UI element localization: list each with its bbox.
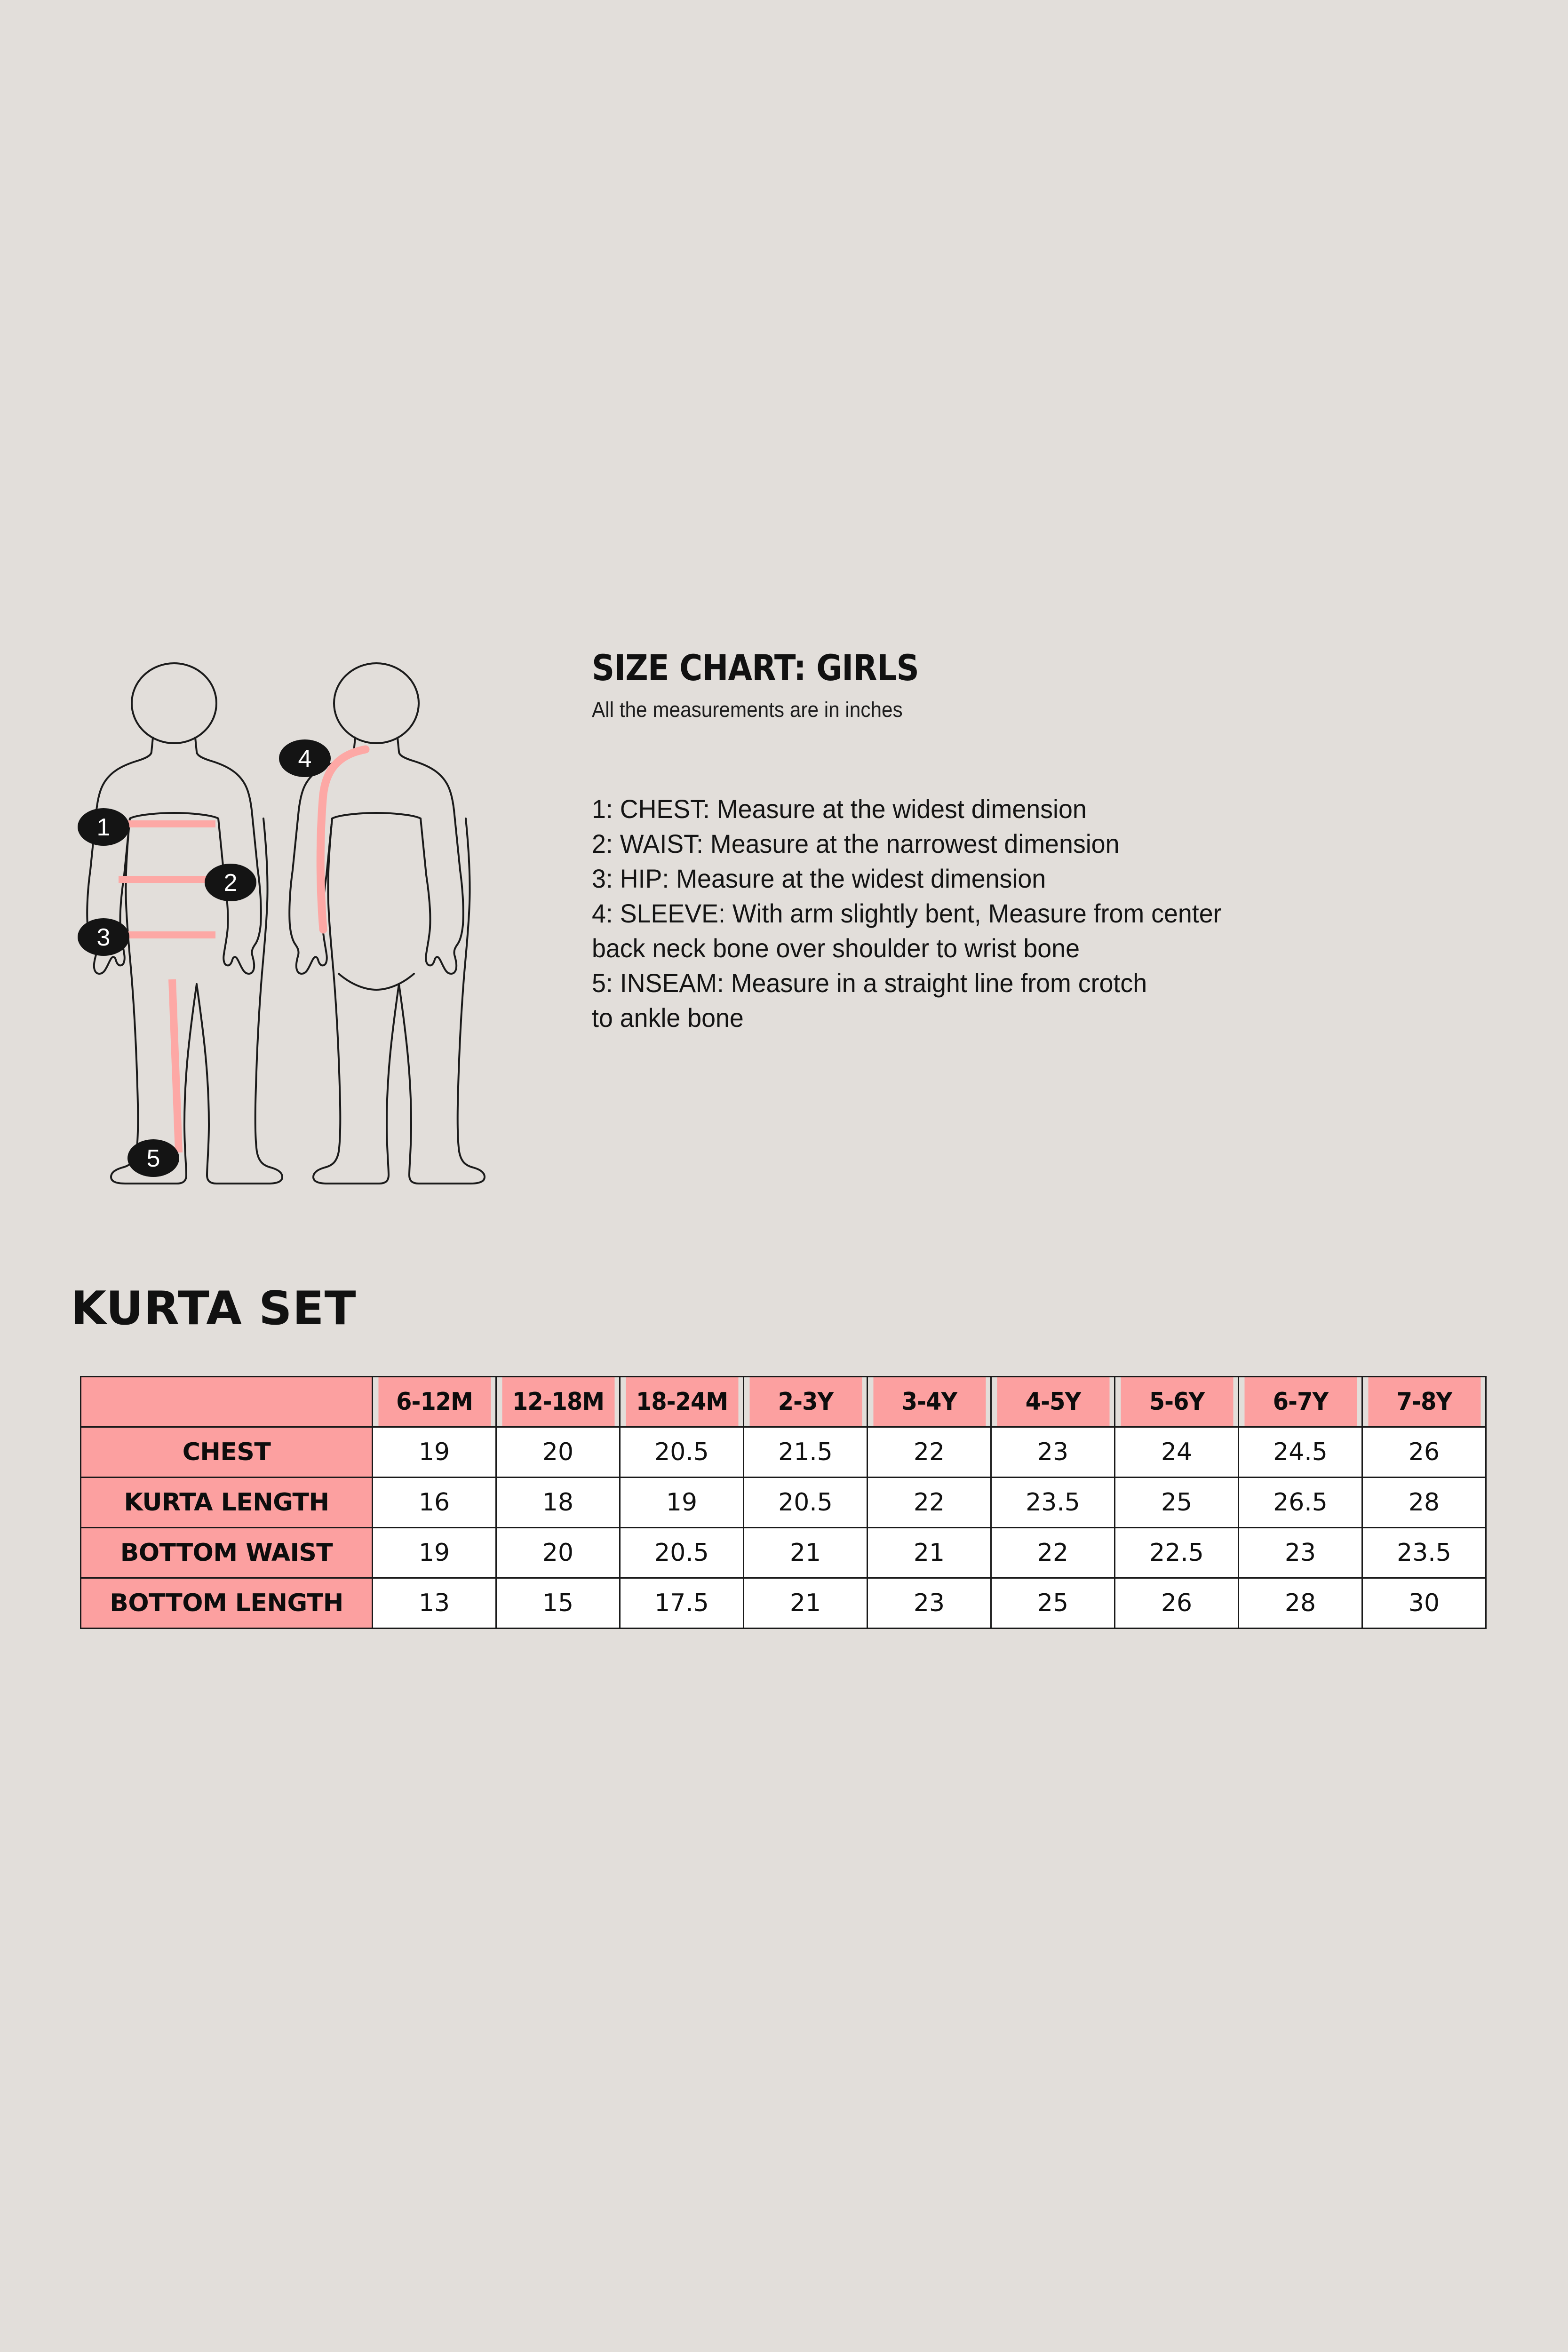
body-diagrams: [66, 649, 550, 1214]
svg-text:5: 5: [146, 1145, 160, 1172]
legend-line-inseam: 5: INSEAM: Measure in a straight line from crotch: [592, 968, 1147, 998]
marker-badge-2: [205, 864, 256, 901]
row-label-bottom-waist: BOTTOM WAIST: [81, 1528, 373, 1578]
cell-value: 15: [496, 1578, 620, 1629]
row-label-kurta-length: KURTA LENGTH: [81, 1478, 373, 1528]
cell-value: 26.5: [1239, 1478, 1362, 1528]
marker-badge-4: [279, 739, 331, 777]
size-column-header: 4-5Y: [996, 1377, 1110, 1427]
cell-value: 25: [991, 1578, 1115, 1629]
cell-value: 22: [868, 1478, 991, 1528]
size-column-header: 2-3Y: [748, 1377, 862, 1427]
chest-measure-line: [116, 820, 215, 827]
cell-value: 23.5: [991, 1478, 1115, 1528]
table-header-row: [81, 1377, 1486, 1427]
cell-value: 24.5: [1239, 1427, 1362, 1478]
table-row: [81, 1578, 1486, 1629]
cell-value: 20.5: [744, 1478, 868, 1528]
cell-value: 21: [744, 1578, 868, 1629]
cell-value: 20.5: [620, 1528, 744, 1578]
cell-value: 28: [1239, 1578, 1362, 1629]
cell-value: 18: [496, 1478, 620, 1528]
chart-title: SIZE CHART: GIRLS: [592, 647, 919, 689]
table-row: [81, 1528, 1486, 1578]
svg-text:1: 1: [96, 814, 111, 841]
cell-value: 24: [1115, 1427, 1239, 1478]
cell-value: 28: [1362, 1478, 1486, 1528]
cell-value: 23: [868, 1578, 991, 1629]
marker-badge-5: [127, 1139, 179, 1177]
table-row: [81, 1427, 1486, 1478]
legend-lines-group: [592, 792, 1509, 1035]
cell-value: 23: [1239, 1528, 1362, 1578]
cell-value: 25: [1115, 1478, 1239, 1528]
cell-value: 19: [373, 1528, 496, 1578]
cell-value: 21.5: [744, 1427, 868, 1478]
legend-line-sleeve-cont: back neck bone over shoulder to wrist bone: [592, 933, 1080, 963]
cell-value: 23: [991, 1427, 1115, 1478]
size-column-header: 3-4Y: [872, 1377, 986, 1427]
legend-line-waist: 2: WAIST: Measure at the narrowest dimension: [592, 829, 1120, 859]
size-column-header: 12-18M: [501, 1377, 615, 1427]
legend-line-sleeve: 4: SLEEVE: With arm slightly bent, Measure from center: [592, 898, 1222, 929]
cell-value: 13: [373, 1578, 496, 1629]
legend-line-chest: 1: CHEST: Measure at the widest dimension: [592, 794, 1087, 824]
table-row: [81, 1478, 1486, 1528]
size-column-header: 18-24M: [625, 1377, 739, 1427]
figure-legend-section: [0, 649, 1568, 1237]
cell-value: 22.5: [1115, 1528, 1239, 1578]
chart-subtitle: All the measurements are in inches: [592, 697, 903, 722]
legend-panel: [592, 649, 1509, 1035]
size-column-header: 5-6Y: [1120, 1377, 1234, 1427]
inseam-measure-line: [172, 979, 179, 1152]
legend-line-hip: 3: HIP: Measure at the widest dimension: [592, 864, 1046, 894]
cell-value: 20: [496, 1528, 620, 1578]
svg-text:3: 3: [96, 924, 111, 951]
size-table-container: [80, 1376, 1487, 1629]
cell-value: 21: [744, 1528, 868, 1578]
page-title: KURTA SET: [71, 1282, 357, 1335]
legend-line-inseam-cont: to ankle bone: [592, 1002, 744, 1033]
cell-value: 19: [620, 1478, 744, 1528]
cell-value: 20.5: [620, 1427, 744, 1478]
cell-value: 22: [868, 1427, 991, 1478]
cell-value: 17.5: [620, 1578, 744, 1629]
sleeve-measure-line: [320, 749, 366, 930]
cell-value: 20: [496, 1427, 620, 1478]
hip-measure-line: [118, 931, 215, 938]
size-column-header: 7-8Y: [1367, 1377, 1481, 1427]
cell-value: 30: [1362, 1578, 1486, 1629]
cell-value: 16: [373, 1478, 496, 1528]
marker-badge-3: [78, 918, 129, 956]
back-body-figure: [289, 663, 485, 1184]
cell-value: 22: [991, 1528, 1115, 1578]
svg-text:4: 4: [298, 745, 312, 772]
row-label-chest: CHEST: [81, 1427, 373, 1478]
size-column-header: 6-7Y: [1243, 1377, 1357, 1427]
table-corner-cell: [81, 1377, 373, 1427]
cell-value: 26: [1115, 1578, 1239, 1629]
cell-value: 26: [1362, 1427, 1486, 1478]
cell-value: 23.5: [1362, 1528, 1486, 1578]
waist-measure-line: [119, 876, 215, 883]
size-table: [80, 1376, 1487, 1629]
row-label-bottom-length: BOTTOM LENGTH: [81, 1578, 373, 1629]
marker-badge-1: [78, 808, 129, 846]
cell-value: 21: [868, 1528, 991, 1578]
size-column-header: 6-12M: [377, 1377, 491, 1427]
cell-value: 19: [373, 1427, 496, 1478]
svg-text:2: 2: [223, 869, 238, 897]
